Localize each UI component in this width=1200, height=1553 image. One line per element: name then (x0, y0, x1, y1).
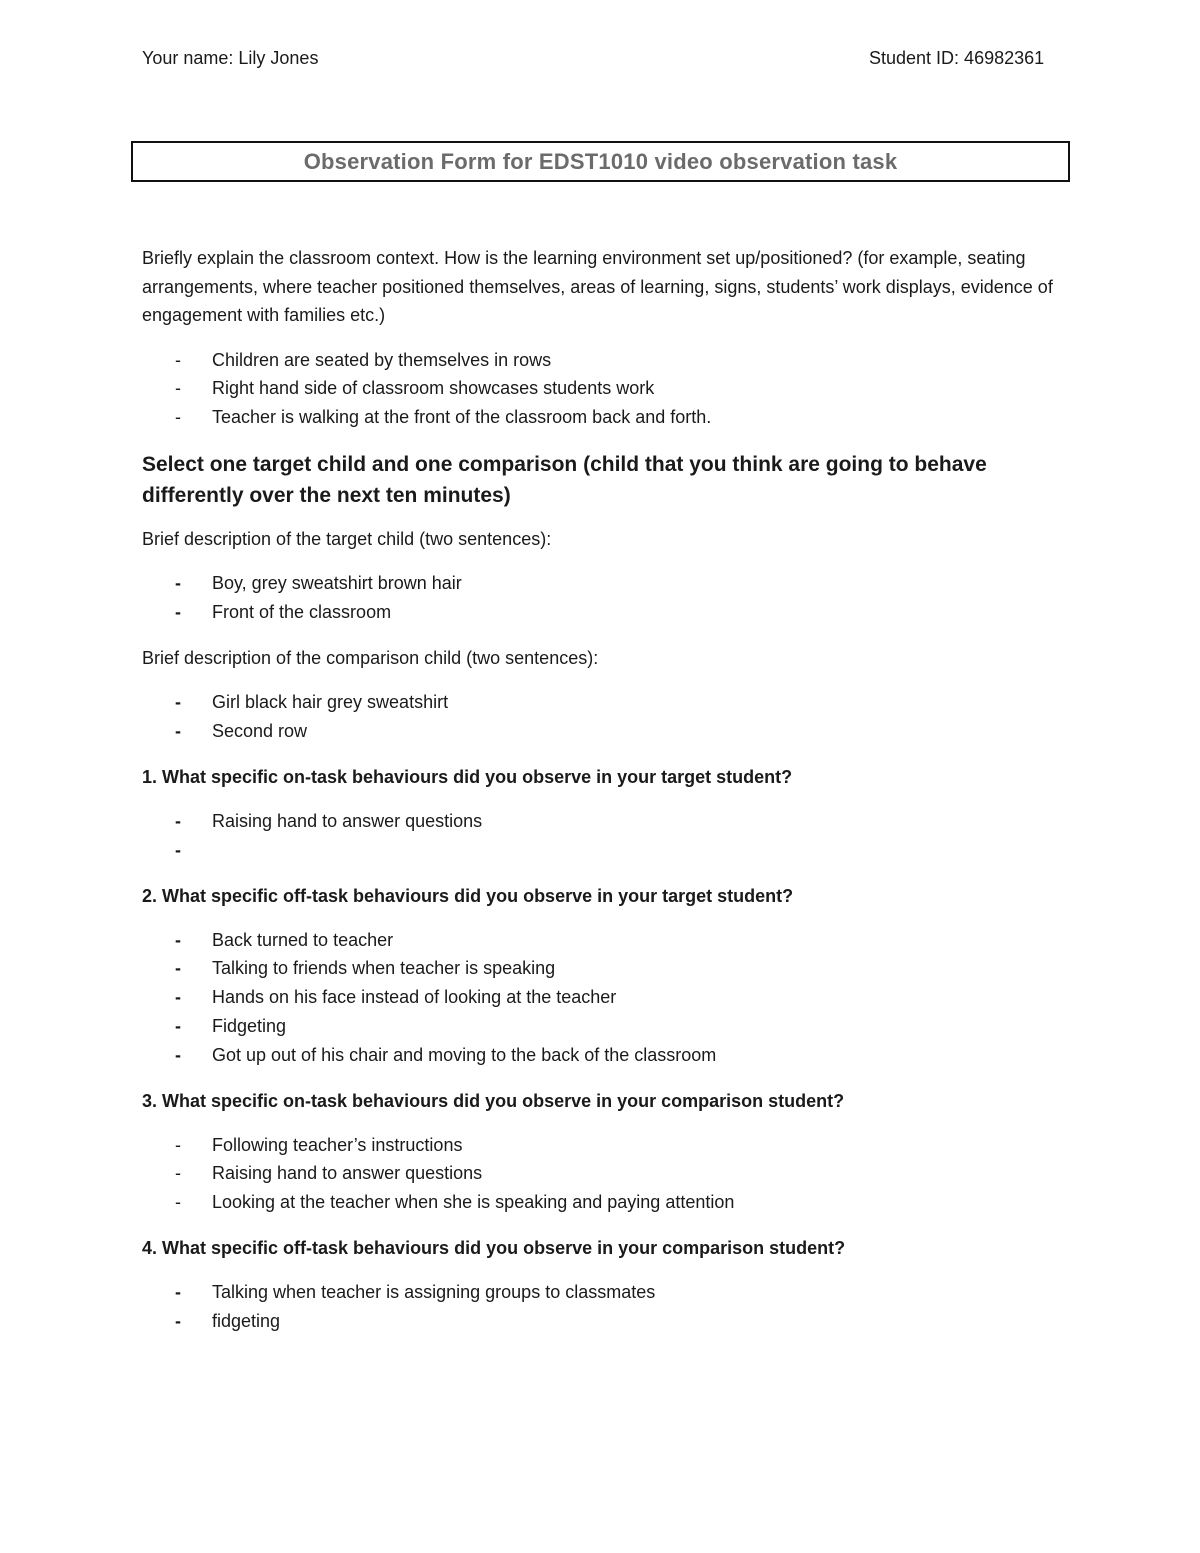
dash-bullet: - (175, 1192, 181, 1213)
dash-bullet: - (175, 407, 181, 428)
question-2: 2. What specific off-task behaviours did you observe in your target student? (142, 885, 794, 906)
question-3: 3. What specific on-task behaviours did you observe in your comparison student? (142, 1090, 845, 1111)
question-4-answers (142, 1278, 1062, 1336)
list-item: - Following teacher’s instructions (142, 1131, 1062, 1160)
context-list (142, 346, 1062, 432)
dash-bullet: - (175, 987, 181, 1008)
dash-bullet: - (175, 1134, 181, 1155)
list-item: - Raising hand to answer questions (142, 1159, 1062, 1188)
list-item: - Looking at the teacher when she is speaking and paying attention (142, 1188, 1062, 1217)
dash-bullet: - (175, 1282, 181, 1303)
form-title: Observation Form for EDST1010 video observation task (303, 148, 898, 174)
dash-bullet: - (175, 573, 181, 594)
dash-bullet: - (175, 811, 181, 832)
list-item: - Talking when teacher is assigning groups to classmates (142, 1278, 1062, 1307)
dash-bullet: - (175, 721, 181, 742)
question-1-answers (142, 807, 1062, 865)
list-item: - Got up out of his chair and moving to the back of the classroom (142, 1041, 1062, 1070)
dash-bullet: - (175, 1310, 181, 1331)
list-item: - Right hand side of classroom showcases students work (142, 374, 1062, 403)
dash-bullet: - (175, 958, 181, 979)
dash-bullet: - (175, 602, 181, 623)
target-prompt: Brief description of the target child (two sentences): (142, 528, 552, 549)
list-item: - Raising hand to answer questions (142, 807, 1062, 836)
list-item: - Back turned to teacher (142, 926, 1062, 955)
question-4: 4. What specific off-task behaviours did you observe in your comparison student? (142, 1238, 846, 1259)
student-name: Your name: Lily Jones (142, 48, 319, 68)
list-item: - Talking to friends when teacher is speaking (142, 954, 1062, 983)
list-item: - fidgeting (142, 1307, 1062, 1336)
dash-bullet: - (175, 1044, 181, 1065)
selection-heading: Select one target child and one comparison (child that you think are going to behave differently over the next ten minutes) (142, 452, 987, 507)
dash-bullet: - (175, 839, 181, 860)
list-item: - Hands on his face instead of looking at the teacher (142, 983, 1062, 1012)
dash-bullet: - (175, 1016, 181, 1037)
context-prompt: Briefly explain the classroom context. How is the learning environment set up/positioned? (for example, seating arrangements, where teacher positioned themselves, areas of learning, signs, students’ work displays, evidence of engagement with families etc.) (142, 248, 1053, 325)
comparison-prompt: Brief description of the comparison child (two sentences): (142, 647, 599, 668)
list-item: - Front of the classroom (142, 598, 1062, 627)
target-list (142, 569, 1062, 627)
question-3-answers (142, 1131, 1062, 1217)
dash-bullet: - (175, 929, 181, 950)
dash-bullet: - (175, 349, 181, 370)
question-1: 1. What specific on-task behaviours did you observe in your target student? (142, 767, 793, 788)
dash-bullet: - (175, 1163, 181, 1184)
list-item: - Second row (142, 717, 1062, 746)
list-item: - Children are seated by themselves in rows (142, 346, 1062, 375)
list-item (142, 836, 1062, 865)
form-title-box (131, 141, 1070, 182)
list-item: - Fidgeting (142, 1012, 1062, 1041)
list-item: - Boy, grey sweatshirt brown hair (142, 569, 1062, 598)
question-2-answers (142, 926, 1062, 1070)
comparison-list (142, 688, 1062, 746)
dash-bullet: - (175, 378, 181, 399)
student-id: Student ID: 46982361 (869, 48, 1045, 68)
list-item: - Teacher is walking at the front of the classroom back and forth. (142, 403, 1062, 432)
list-item: - Girl black hair grey sweatshirt (142, 688, 1062, 717)
dash-bullet: - (175, 692, 181, 713)
form-body (142, 244, 1062, 1336)
